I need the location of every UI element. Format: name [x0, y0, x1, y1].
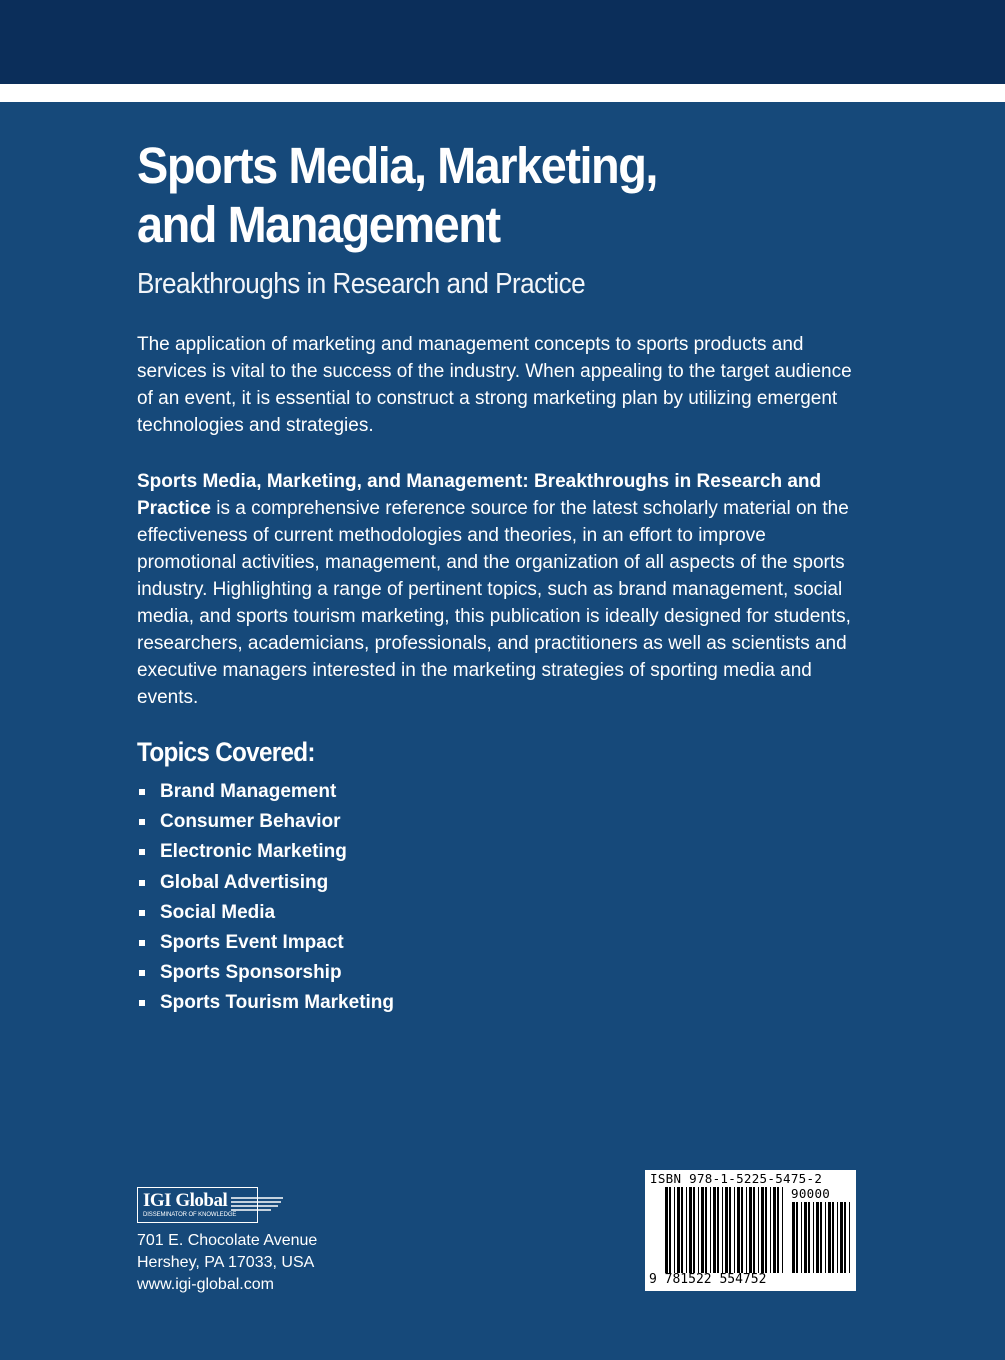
book-title-line-2: and Management: [137, 196, 500, 253]
barcode-bar: [801, 1202, 802, 1273]
barcode-digits: 9 781522 554752: [649, 1272, 767, 1287]
description-paragraph-2-bold-title: Sports Media, Marketing, and Management: Breakthroughs in Research and Practice: [137, 471, 822, 519]
barcode-bar: [813, 1202, 814, 1273]
square-bullet-icon: [139, 849, 145, 855]
barcode-bar: [681, 1187, 683, 1273]
barcode-bar: [689, 1187, 692, 1273]
square-bullet-icon: [139, 940, 145, 946]
topic-item-label: Brand Management: [160, 781, 337, 802]
barcode-bar: [844, 1202, 846, 1273]
topic-item: [137, 837, 394, 867]
topic-item: [137, 898, 394, 928]
topic-item: [137, 807, 394, 837]
square-bullet-icon: [139, 970, 145, 976]
square-bullet-icon: [139, 880, 145, 886]
barcode-bar: [753, 1187, 755, 1273]
barcode-bar: [717, 1187, 719, 1273]
barcode-bar: [758, 1187, 759, 1273]
barcode-bar: [705, 1187, 707, 1273]
topic-item-label: Social Media: [160, 901, 276, 923]
publisher-logo-tagline: DISSEMINATOR OF KNOWLEDGE: [143, 1212, 237, 1218]
topic-item-label: Sports Event Impact: [160, 931, 344, 953]
isbn-barcode: [645, 1170, 856, 1291]
barcode-bar: [741, 1187, 743, 1273]
topics-heading: Topics Covered:: [137, 737, 315, 767]
topic-item: [137, 988, 394, 1018]
book-title-line-1: Sports Media, Marketing,: [137, 137, 658, 194]
square-bullet-icon: [139, 1000, 145, 1006]
barcode-bar: [832, 1202, 834, 1273]
barcode-bar: [820, 1202, 822, 1273]
topic-item-label: Electronic Marketing: [160, 841, 347, 863]
barcode-bar: [808, 1202, 810, 1273]
barcode-bar: [804, 1202, 807, 1273]
barcode-bar: [816, 1202, 819, 1273]
barcode-bar: [828, 1202, 831, 1273]
barcode-bar: [777, 1187, 779, 1273]
topic-item-label: Sports Sponsorship: [160, 962, 342, 984]
barcode-bar: [674, 1187, 675, 1273]
topic-item-label: Global Advertising: [160, 871, 329, 893]
barcode-bar: [796, 1202, 798, 1273]
barcode-bar: [749, 1187, 752, 1273]
barcode-bar: [710, 1187, 711, 1273]
barcode-bar: [677, 1187, 680, 1273]
description-paragraph-1: The application of marketing and management concepts to sports products and services is vital to the success of the industry. When appealing to the target audience of an event, it is essential to construct a strong marketing plan by utilizing emergent technologies and strategies.: [137, 334, 852, 436]
barcode-bar: [792, 1202, 795, 1273]
barcode-bar: [837, 1202, 838, 1273]
address-line-1: 701 E. Chocolate Avenue: [137, 1232, 318, 1249]
publisher-logo-name: IGI Global: [143, 1190, 228, 1211]
square-bullet-icon: [139, 910, 145, 916]
description-paragraph-2: [137, 468, 862, 711]
barcode-bar: [840, 1202, 843, 1273]
barcode-bar: [773, 1187, 776, 1273]
publisher-website-link[interactable]: www.igi-global.com: [137, 1276, 274, 1293]
barcode-bar: [698, 1187, 699, 1273]
barcode-bar: [701, 1187, 704, 1273]
top-color-band: [0, 0, 1005, 84]
barcode-bar: [693, 1187, 695, 1273]
publisher-logo-swoosh-icon: [231, 1196, 287, 1214]
topic-item: [137, 928, 394, 958]
barcode-bar: [669, 1187, 671, 1273]
description-paragraph-2-body: is a comprehensive reference source for the latest scholarly material on the effectiveness of current methodologies and theories, in an effort to improve promotional activities, management, and the organization of all aspects of the sports industry. Highlighting a range of pertinent topics, such as brand management, social media, and sports tourism marketing, this publication is ideally designed for students, researchers, academicians, professionals, and practitioners as well as scientists and executive managers interested in the marketing strategies of sporting media and events.: [137, 498, 851, 708]
topic-item: [137, 868, 394, 898]
publisher-address: [137, 1230, 317, 1296]
barcode-bar: [849, 1202, 850, 1273]
barcode-bar: [686, 1187, 687, 1273]
barcode-bar: [761, 1187, 764, 1273]
price-code: 90000: [791, 1186, 831, 1201]
topics-list: [137, 777, 394, 1019]
barcode-bar: [770, 1187, 771, 1273]
square-bullet-icon: [139, 789, 145, 795]
topic-item-label: Sports Tourism Marketing: [160, 992, 395, 1014]
square-bullet-icon: [139, 819, 145, 825]
topic-item: [137, 958, 394, 988]
barcode-bar: [746, 1187, 747, 1273]
barcode-bar: [825, 1202, 826, 1273]
white-stripe-divider: [0, 84, 1005, 102]
barcode-bar: [722, 1187, 723, 1273]
barcode-bar: [737, 1187, 740, 1273]
address-line-2: Hershey, PA 17033, USA: [137, 1254, 315, 1271]
barcode-bar: [665, 1187, 668, 1273]
barcode-bar: [782, 1187, 783, 1273]
book-subtitle: Breakthroughs in Research and Practice: [137, 268, 586, 300]
barcode-bar: [765, 1187, 767, 1273]
barcode-bar: [725, 1187, 728, 1273]
publisher-logo: [137, 1187, 289, 1225]
barcode-bar: [734, 1187, 735, 1273]
isbn-label: ISBN 978-1-5225-5475-2: [650, 1171, 823, 1186]
book-title: [137, 136, 836, 254]
barcode-bar: [729, 1187, 731, 1273]
topic-item-label: Consumer Behavior: [160, 811, 341, 833]
barcode-bar: [713, 1187, 716, 1273]
topic-item: [137, 777, 394, 807]
